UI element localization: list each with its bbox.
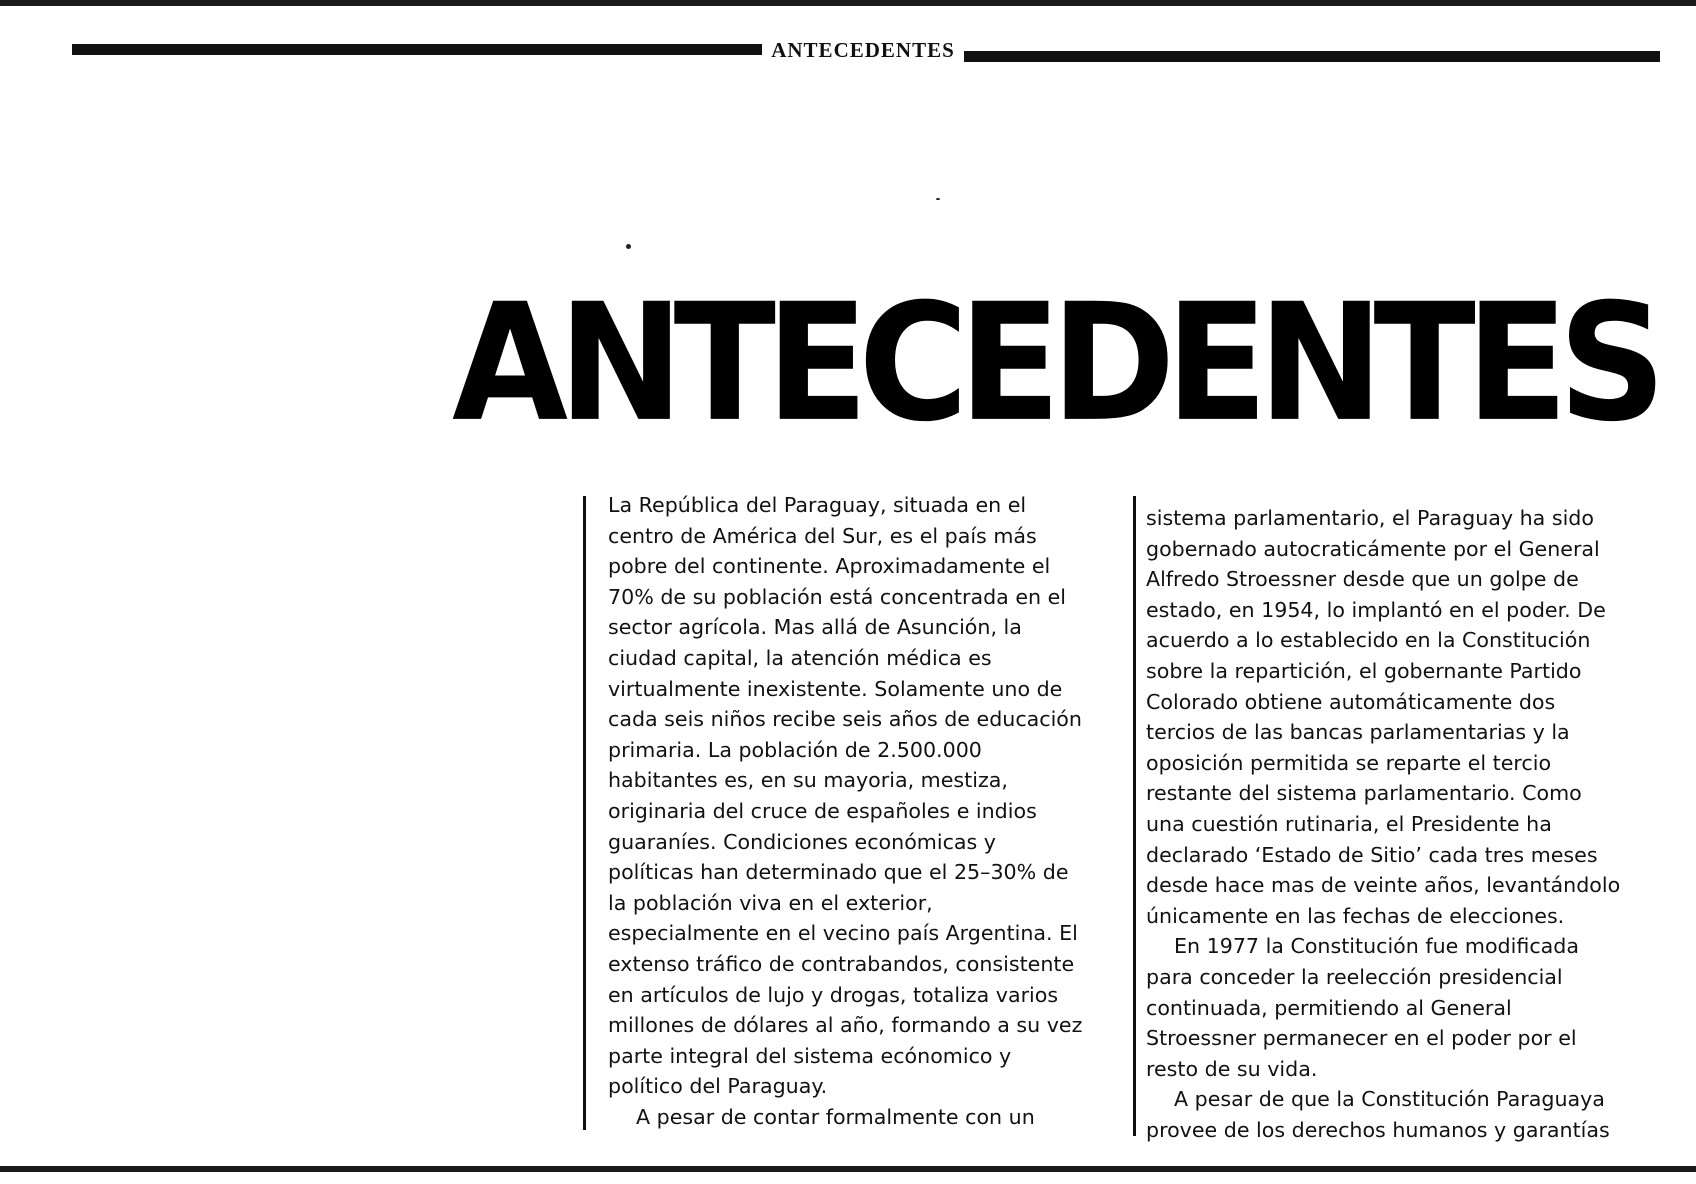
running-head-label: ANTECEDENTES [771,38,955,62]
column-rule-right [1133,496,1136,1136]
running-head-rule-left [72,44,762,55]
paragraph: sistema parlamentario, el Paraguay ha sido gobernado autocraticámente por el General Alfredo Stroessner desde que un golpe de estado, en 1954, lo implantó en el poder. De acuerdo a lo establecido en la Constitución sobre la repartición, el gobernante Partido Colorado obtiene automáticamente dos tercios de las bancas parlamentarias y la oposición permitida se reparte el tercio restante del sistema parlamentario. Como una cuestión rutinaria, el Presidente ha declarado ‘Estado de Sitio’ cada tres meses desde hace mas de veinte años, levantándolo únicamente en las fechas de elecciones. [1146,506,1621,928]
scan-speck [936,198,940,200]
scan-top-border [0,0,1696,6]
article-column-right [1146,503,1656,1145]
paragraph: En 1977 la Constitución fue modificada para conceder la reelección presidencial continuada, permitiendo al General Stroessner permanecer en el poder por el resto de su vida. [1146,934,1579,1081]
paragraph: A pesar de que la Constitución Paraguaya provee de los derechos humanos y garantías [1146,1087,1610,1142]
running-head [72,38,1660,72]
paragraph: La República del Paraguay, situada en el centro de América del Sur, es el país más pobre del continente. Aproximadamente el 70% de su población está concentrada en el sector agrícola. Mas allá de Asunción, la ciudad capital, la atención médica es virtualmente inexistente. Solamente uno de cada seis niños recibe seis años de educación primaria. La población de 2.500.000 habitantes es, en su mayoria, mestiza, originaria del cruce de españoles e indios guaraníes. Condiciones económicas y políticas han determinado que el 25–30% de la población viva en el exterior, especialmente en el vecino país Argentina. El extenso tráfico de contrabandos, consistente en artículos de lujo y drogas, totaliza varios millones de dólares al año, formando a su vez parte integral del sistema ecónomico y político del Paraguay. [608,493,1083,1099]
page-title: ANTECEDENTES [452,269,1657,458]
column-rule-left [583,496,586,1130]
scan-speck [626,244,631,249]
scan-bottom-border [0,1166,1696,1172]
paragraph: A pesar de contar formalmente con un [636,1104,1035,1129]
article-column-left [608,490,1118,1132]
running-head-rule-right [964,51,1660,62]
